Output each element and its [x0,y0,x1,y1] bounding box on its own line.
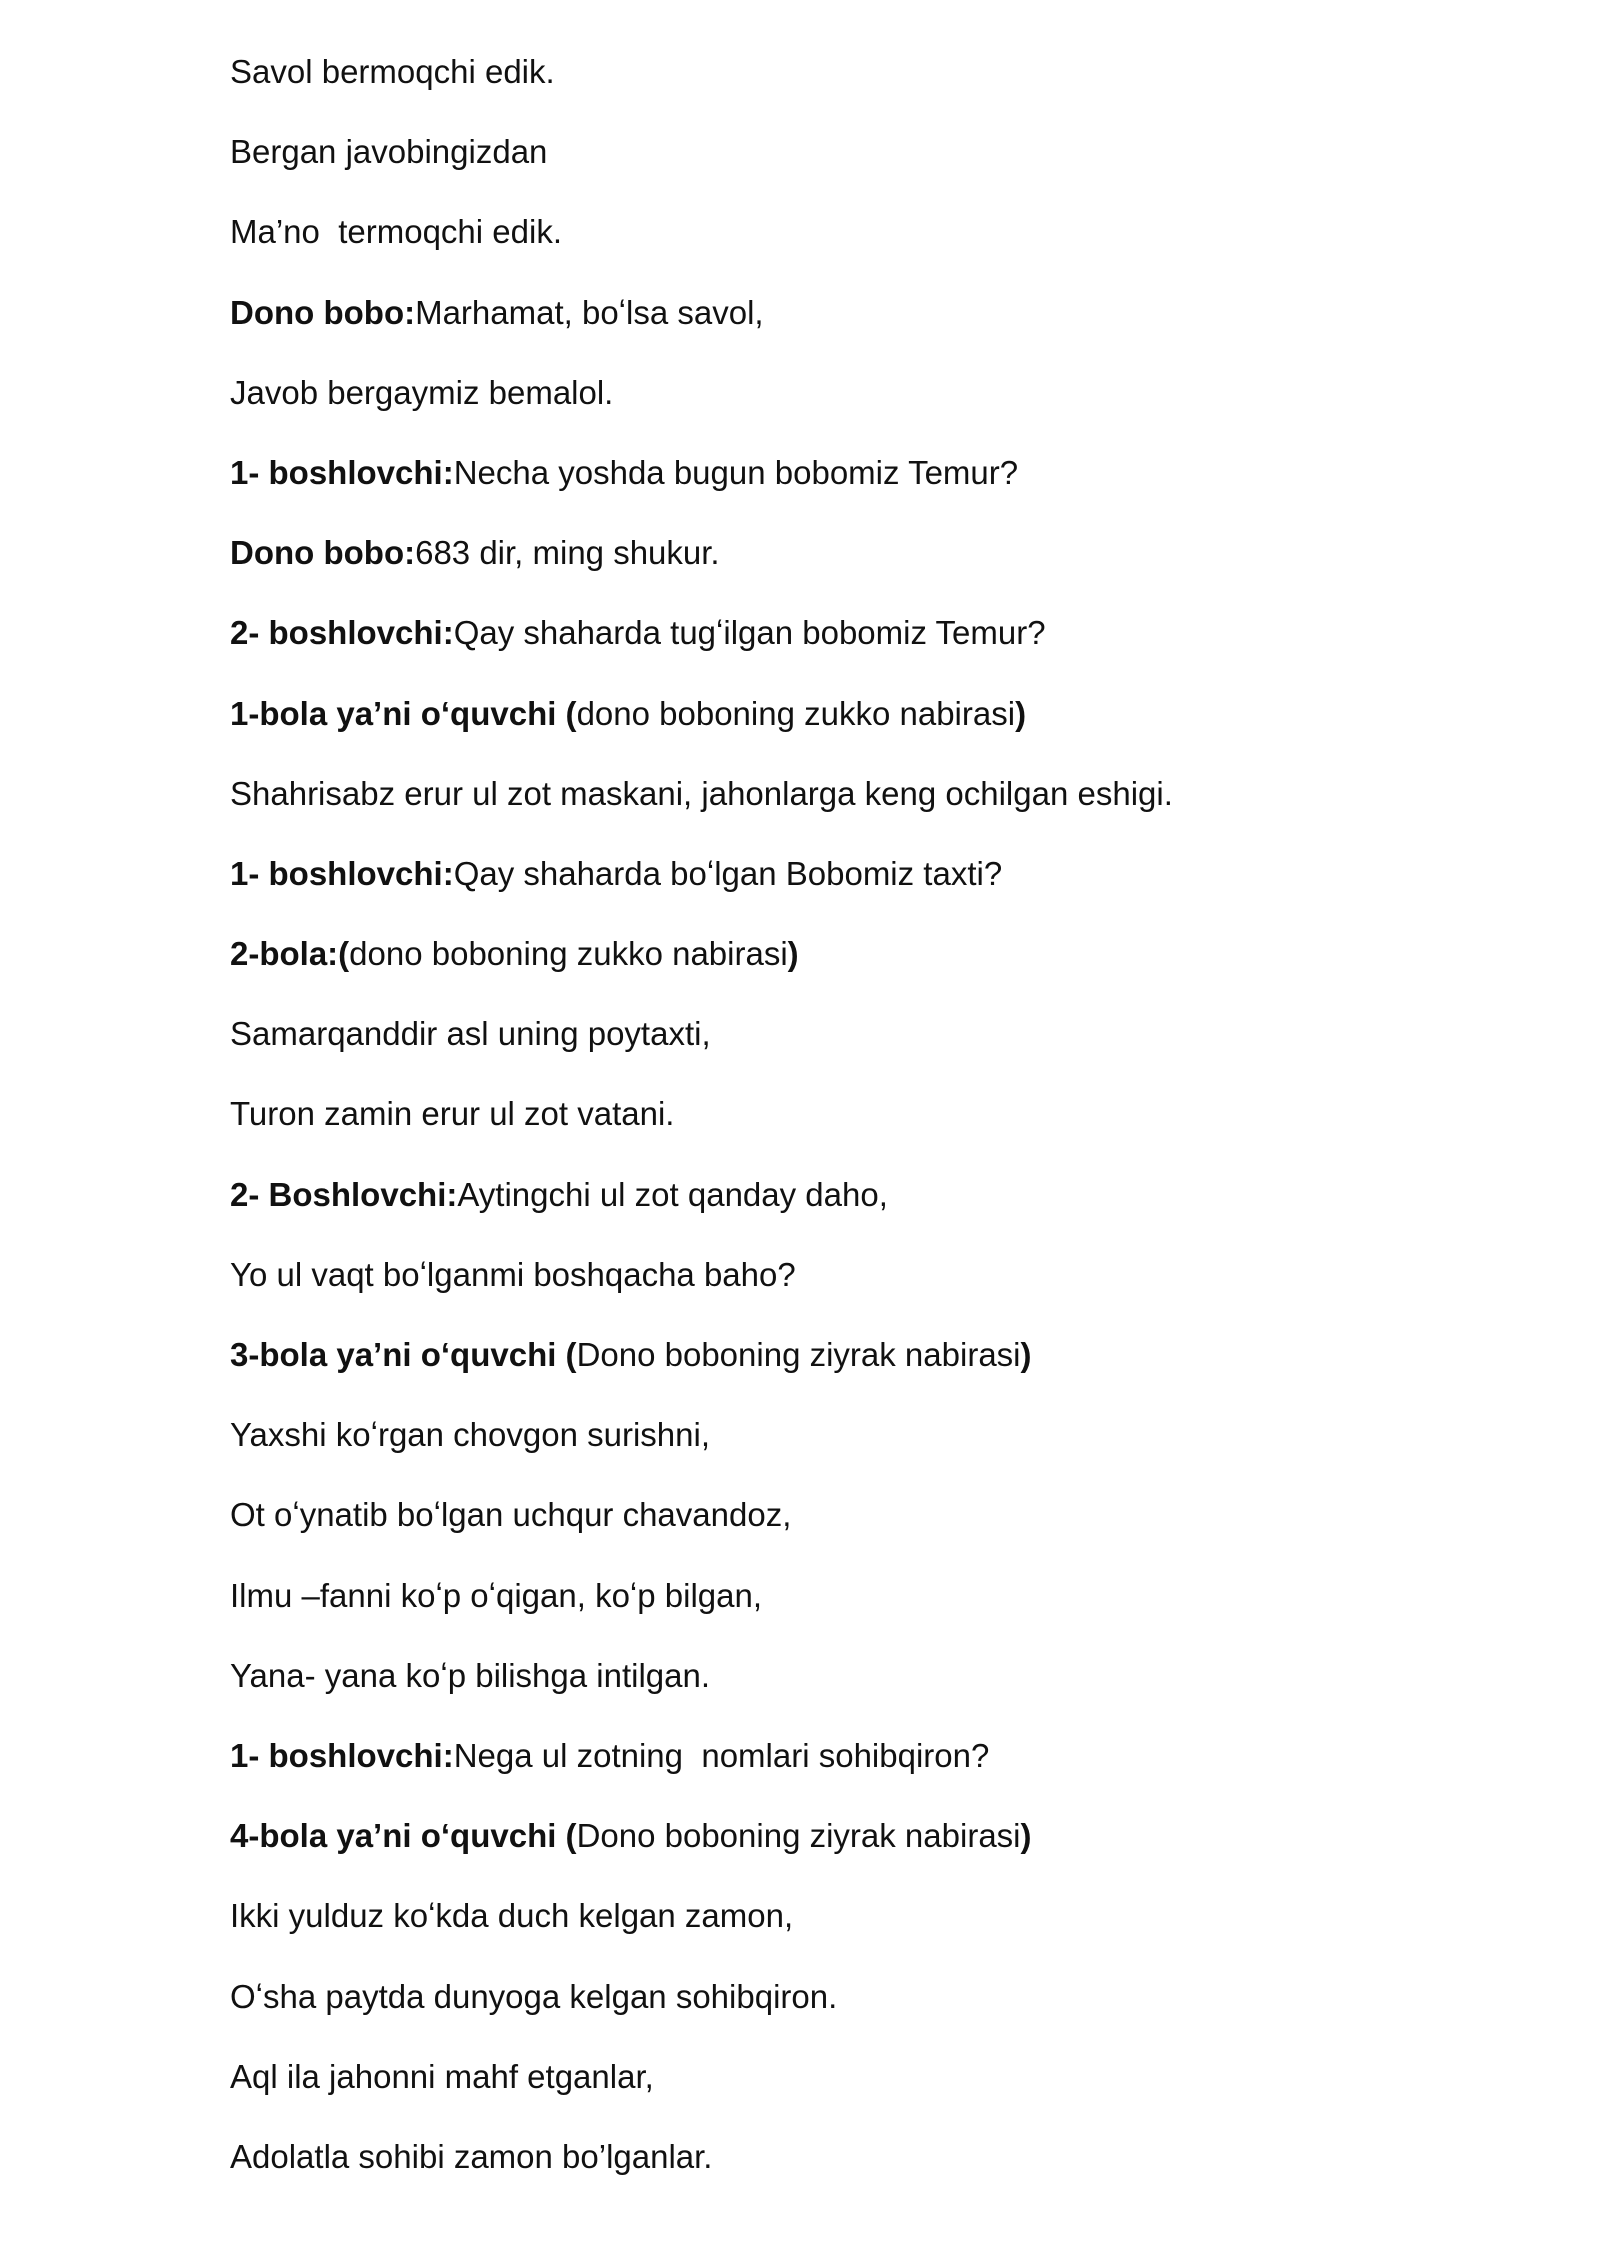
line-text: Shahrisabz erur ul zot maskani, jahonlarga keng ochilgan eshigi. [230,774,1173,812]
text-line [230,770,1530,850]
text-line [230,128,1530,208]
line-text: dono boboning zukko nabirasi [576,694,1016,732]
line-text: Dono boboning ziyrak nabirasi [576,1817,1021,1855]
text-line [230,1732,1530,1812]
line-text: Aql ila jahonni mahf etganlar, [230,2057,654,2095]
text-line [230,289,1530,369]
line-text: Yana- yana koʻp bilishga intilgan. [230,1656,711,1694]
text-line [230,1331,1530,1411]
line-text: Necha yoshda bugun bobomiz Temur? [453,453,1019,491]
line-text: Samarqanddir asl uning poytaxti, [230,1015,711,1053]
line-text: Marhamat, boʻlsa savol, [415,293,764,331]
line-text: Turon zamin erur ul zot vatani. [230,1095,675,1133]
line-text: Aytingchi ul zot qanday daho, [457,1175,888,1213]
speaker-label: 1-bola ya’ni oʻquvchi ( [230,694,577,732]
line-text: dono boboning zukko nabirasi [349,935,788,973]
line-text: Yaxshi koʻrgan chovgon surishni, [230,1416,710,1454]
closing-paren: ) [1020,1817,1032,1855]
text-line [230,1973,1530,2053]
text-line [230,1010,1530,1090]
line-text: Ma’no termoqchi edik. [230,213,562,251]
text-line [230,48,1530,128]
line-text: Oʻsha paytda dunyoga kelgan sohibqiron. [230,1977,838,2015]
text-line [230,529,1530,609]
text-line [230,850,1530,930]
script-text [230,48,1530,2213]
text-line [230,1892,1530,1972]
speaker-label: 1- boshlovchi: [230,854,454,892]
speaker-label: Dono bobo: [230,293,416,331]
line-text: Bergan javobingizdan [230,133,548,171]
line-text: 683 dir, ming shukur. [415,534,720,572]
text-line [230,208,1530,288]
line-text: Yo ul vaqt boʻlganmi boshqacha baho? [230,1255,796,1293]
line-text: Qay shaharda boʻlgan Bobomiz taxti? [453,854,1003,892]
text-line [230,1572,1530,1652]
speaker-label: 2- boshlovchi: [230,614,454,652]
text-line [230,930,1530,1010]
line-text: Qay shaharda tugʻilgan bobomiz Temur? [453,614,1046,652]
line-text: Ot oʻynatib boʻlgan uchqur chavandoz, [230,1496,792,1534]
text-line [230,1812,1530,1892]
line-text: Ilmu –fanni koʻp oʻqigan, koʻp bilgan, [230,1576,763,1614]
text-line [230,369,1530,449]
speaker-label: 3-bola ya’ni oʻquvchi ( [230,1336,577,1373]
text-line [230,1171,1530,1251]
line-text: Javob bergaymiz bemalol. [230,373,614,411]
closing-paren: ) [787,935,799,973]
speaker-label: Dono bobo: [230,534,416,572]
text-line [230,449,1530,529]
text-line [230,1251,1530,1331]
text-line [230,1491,1530,1571]
speaker-label: 4-bola ya’ni oʻquvchi ( [230,1817,577,1855]
text-line [230,690,1530,770]
text-line [230,2053,1530,2133]
speaker-label: 2- Boshlovchi: [230,1175,458,1213]
closing-paren: ) [1020,1336,1032,1373]
line-text: Adolatla sohibi zamon bo’lganlar. [230,2137,713,2175]
text-line [230,1090,1530,1170]
closing-paren: ) [1015,694,1027,732]
speaker-label: 2-bola:( [230,935,350,973]
line-text: Nega ul zotning nomlari sohibqiron? [453,1736,990,1774]
line-text: Ikki yulduz koʻkda duch kelgan zamon, [230,1897,794,1935]
line-text: Savol bermoqchi edik. [230,53,555,90]
text-line [230,1411,1530,1491]
speaker-label: 1- boshlovchi: [230,453,454,491]
text-line [230,1652,1530,1732]
text-line [230,2133,1530,2213]
speaker-label: 1- boshlovchi: [230,1736,454,1774]
text-line [230,609,1530,689]
line-text: Dono boboning ziyrak nabirasi [576,1336,1021,1373]
